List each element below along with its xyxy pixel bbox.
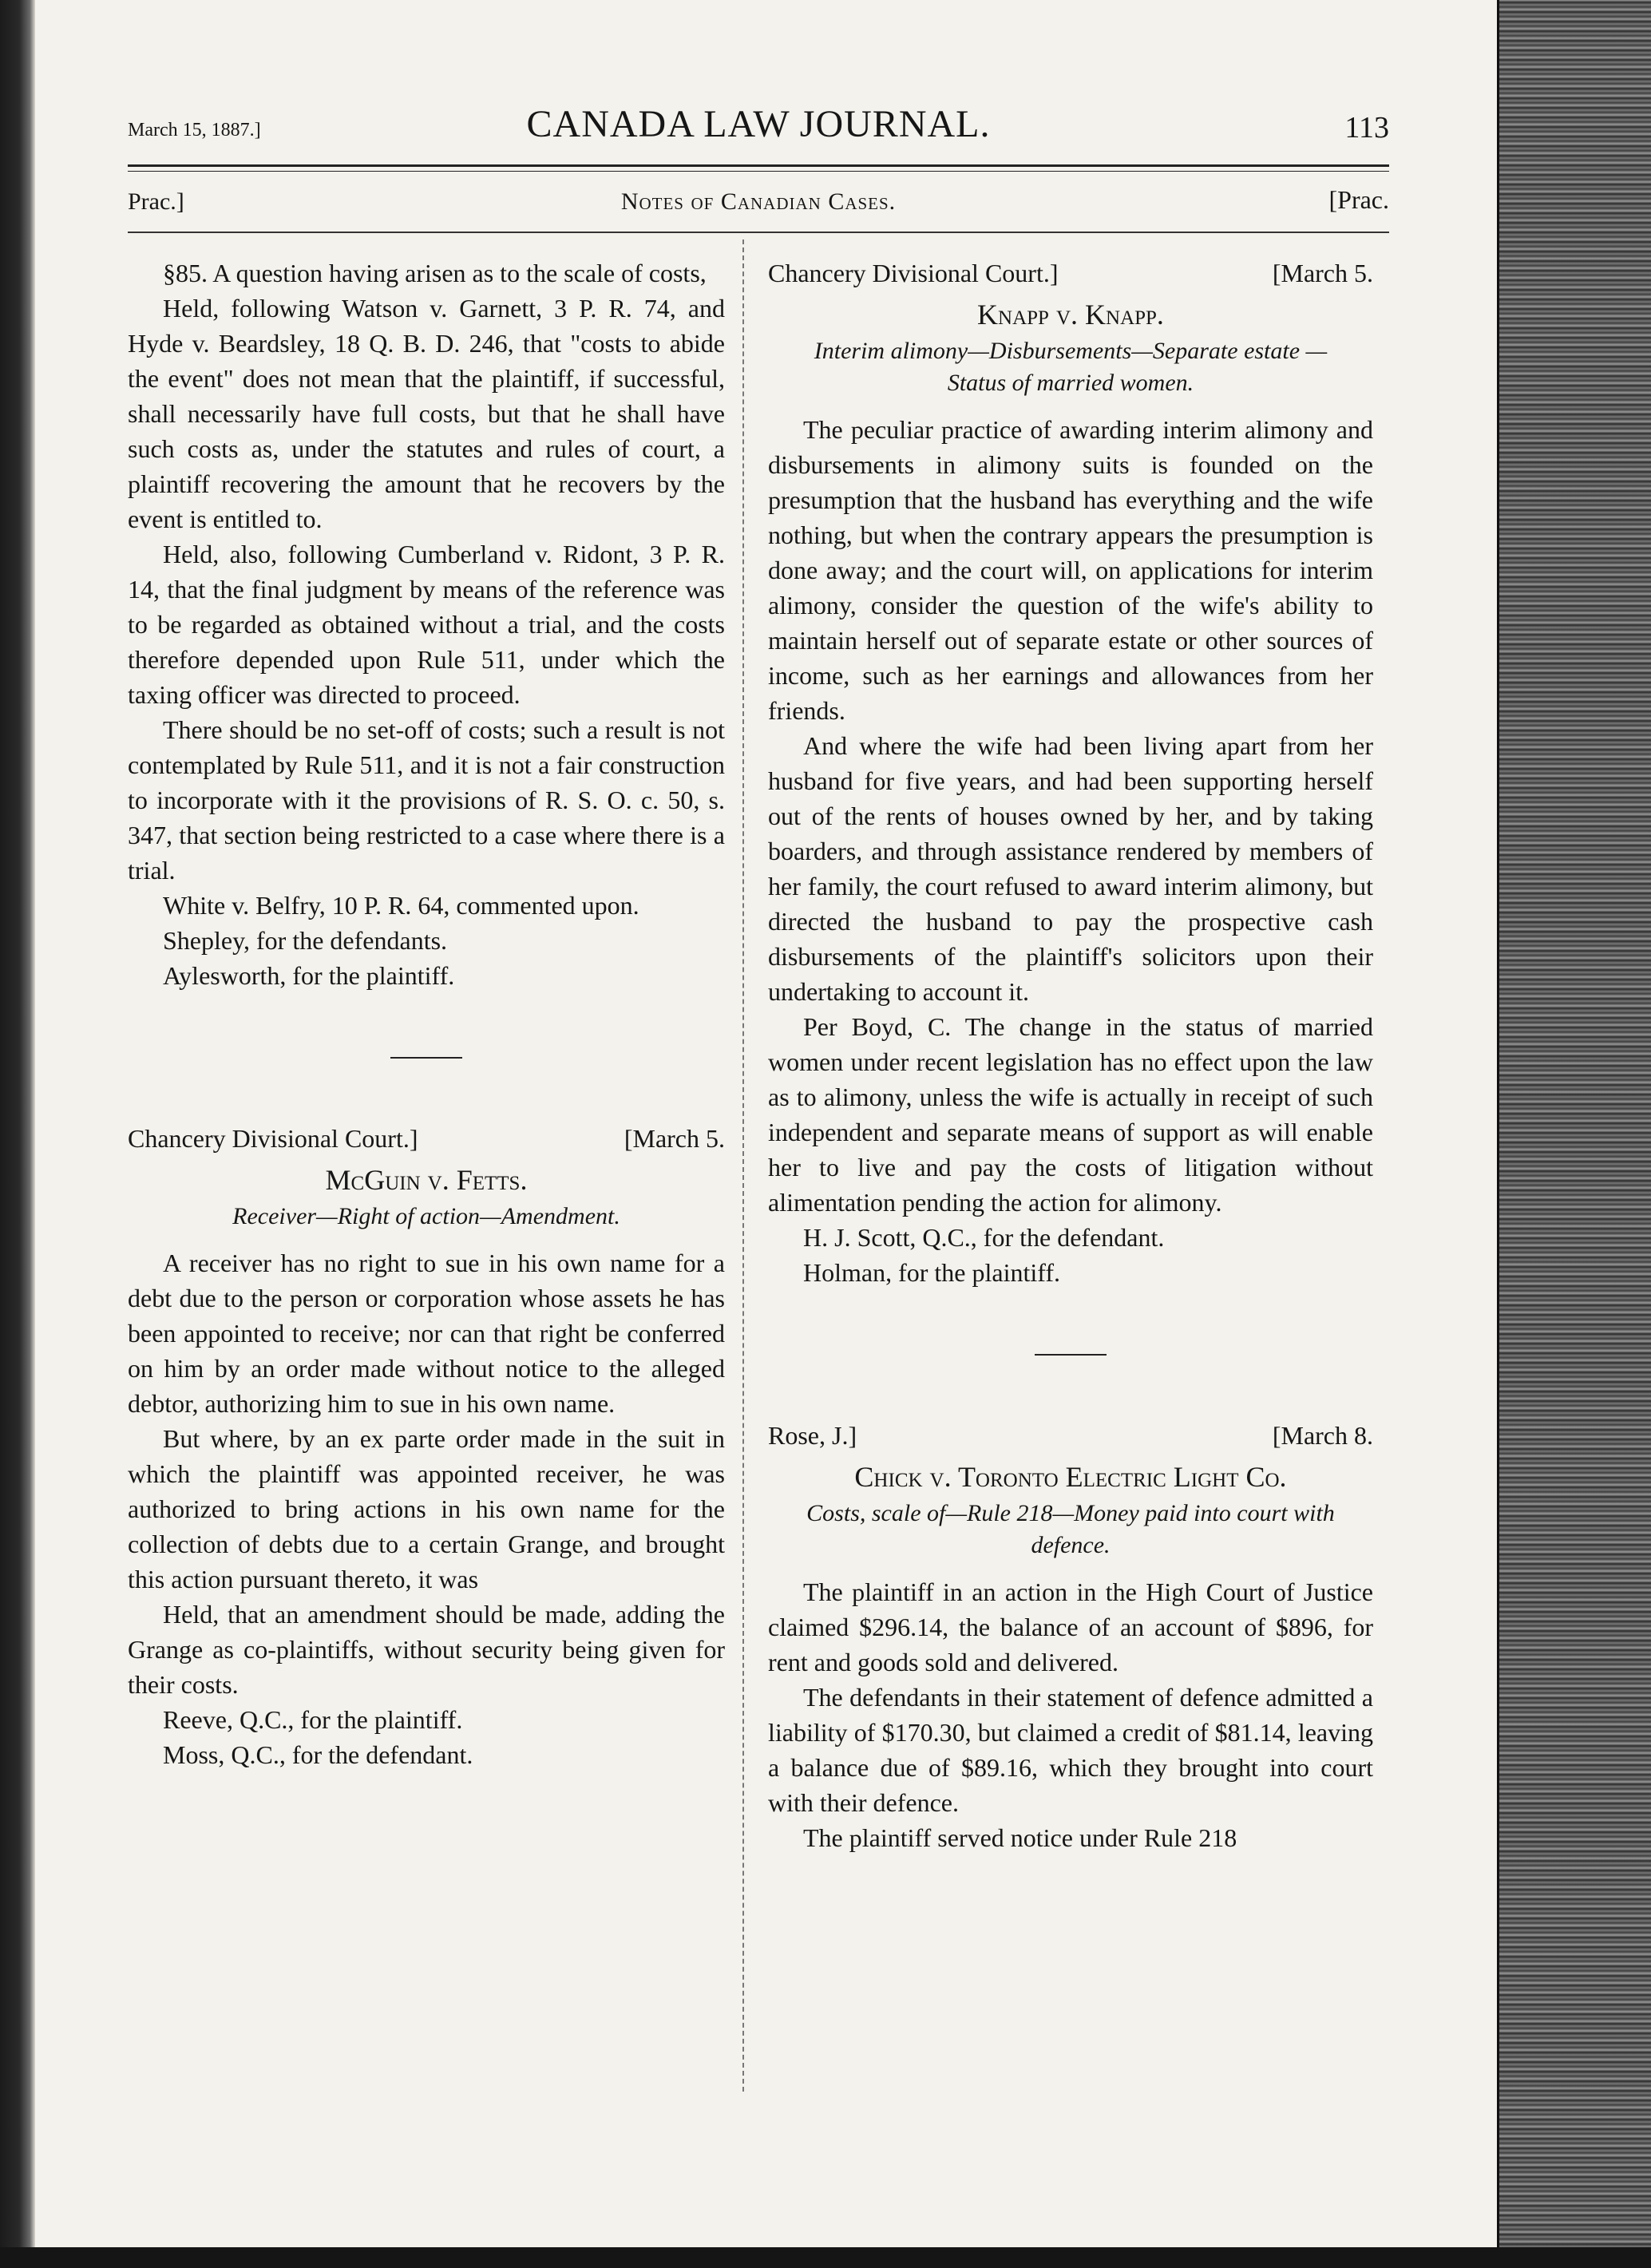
court-name: Chancery Divisional Court.] (128, 1124, 418, 1153)
catchwords: Receiver—Right of action—Amendment. (232, 1203, 620, 1229)
paragraph: Per Boyd, C. The change in the status of married women under recent legislation has no effect upon the law as to alimony, unless the wife is actually in receipt of such independent and separate means of support as will enable her to live and pay the costs of litigation without alimentation pending the action for alimony. (768, 1012, 1373, 1217)
case-mcguin-v-fetts (128, 1121, 725, 1772)
case-separator (1035, 1354, 1107, 1356)
court-name: Chancery Divisional Court.] (768, 259, 1059, 287)
paragraph: White v. Belfry, 10 P. R. 64, commented upon. (163, 891, 639, 920)
counsel-line: Reeve, Q.C., for the plaintiff. (163, 1705, 463, 1734)
catchwords: Costs, scale of—Rule 218—Money paid into court with defence. (806, 1500, 1335, 1558)
paragraph: The defendants in their statement of defence admitted a liability of $170.30, but claimed a credit of $81.14, leaving a balance due of $89.16, which they brought into court with their defence. (768, 1683, 1373, 1817)
case-title: McGuin v. Fetts. (325, 1164, 528, 1196)
counsel-line: Shepley, for the defendants. (163, 926, 448, 955)
paragraph: But where, by an ex parte order made in the suit in which the plaintiff was appointed receiver, he was authorized to bring actions in his own name for the collection of debts due to a certain Grange, and brought this action pursuant thereto, it was (128, 1424, 725, 1593)
running-head (128, 102, 1389, 150)
paragraph: The plaintiff in an action in the High Court of Justice claimed $296.14, the balance of an account of $896, for rent and goods sold and delivered. (768, 1577, 1373, 1676)
section-right: [Prac. (1328, 185, 1389, 214)
case-chick-v-toronto-electric (768, 1418, 1373, 1855)
paragraph: Held, that an amendment should be made, adding the Grange as co-plaintiffs, without security being given for their costs. (128, 1600, 725, 1699)
case-knapp-v-knapp (768, 255, 1373, 1290)
paragraph: The peculiar practice of awarding interim alimony and disbursements in alimony suits is founded on the presumption that the husband has everything and the wife nothing, but when the contrary appears the presumption is done away; and the court will, on applications for interim alimony, consider the question of the wife's ability to maintain herself out of separate estate or other sources of income, such as her earnings and allowances from her friends. (768, 415, 1373, 725)
court-name: Rose, J.] (768, 1421, 857, 1450)
journal-title: CANADA LAW JOURNAL. (526, 103, 991, 145)
case-watson-continued (128, 255, 725, 993)
paragraph: And where the wife had been living apart from her husband for five years, and had been supporting herself out of the rents of houses owned by her, and by taking boarders, and through assistance rendered by members of her family, the court refused to award interim alimony, but directed the husband to pay the prospective cash disbursements of the plaintiff's solicitors upon their undertaking to account it. (768, 731, 1373, 1006)
paragraph: A receiver has no right to sue in his own name for a debt due to the person or corporation whose assets he has been appointed to receive; nor can that right be conferred on him by an order made without notice to the alleged debtor, authorizing him to sue in his own name. (128, 1249, 725, 1418)
page-number: 113 (1344, 111, 1389, 144)
scan-left-edge (0, 0, 35, 2268)
paragraph: Held, following Watson v. Garnett, 3 P. R. 74, and Hyde v. Beardsley, 18 Q. B. D. 246, that "costs to abide the event" does not mean that the plaintiff, if successful, shall necessarily have full costs, but that he shall have such costs as, under the statutes and rules of court, a plaintiff recovering the amount that he recovers by the event is entitled to. (128, 294, 725, 533)
scan-right-edge (1497, 0, 1651, 2268)
decision-date: [March 5. (1272, 259, 1373, 287)
case-title: Chick v. Toronto Electric Light Co. (854, 1461, 1287, 1493)
header-rule (128, 164, 1389, 172)
issue-date: March 15, 1887.] (128, 120, 261, 141)
case-title: Knapp v. Knapp. (977, 299, 1164, 331)
catchwords: Interim alimony—Disbursements—Separate estate —Status of married women. (814, 338, 1328, 396)
court-line (128, 1121, 725, 1156)
section-title: Notes of Canadian Cases. (620, 188, 897, 215)
section-head (128, 185, 1389, 217)
column-divider (742, 239, 744, 2092)
court-line (768, 255, 1373, 291)
paragraph: Held, also, following Cumberland v. Ridont, 3 P. R. 14, that the final judgment by means of the reference was to be regarded as obtained without a trial, and the costs therefore depended upon Rule 511, under which the taxing officer was directed to proceed. (128, 540, 725, 709)
counsel-line: H. J. Scott, Q.C., for the defendant. (803, 1223, 1165, 1252)
section-rule (128, 232, 1389, 233)
scan-bottom-edge (0, 2247, 1651, 2268)
section-left: Prac.] (128, 188, 184, 215)
counsel-line: Holman, for the plaintiff. (803, 1258, 1060, 1287)
paragraph: §85. A question having arisen as to the scale of costs, (163, 259, 707, 287)
counsel-line: Aylesworth, for the plaintiff. (163, 961, 455, 990)
left-column (128, 255, 725, 1772)
counsel-line: Moss, Q.C., for the defendant. (163, 1740, 473, 1769)
paragraph: There should be no set-off of costs; such a result is not contemplated by Rule 511, and it is not a fair construction to incorporate with it the provisions of R. S. O. c. 50, s. 347, that section being restricted to a case where there is a trial. (128, 715, 725, 885)
decision-date: [March 8. (1272, 1421, 1373, 1450)
paragraph: The plaintiff served notice under Rule 218 (803, 1823, 1237, 1852)
court-line (768, 1418, 1373, 1453)
right-column (768, 255, 1373, 1855)
case-separator (390, 1057, 462, 1059)
decision-date: [March 5. (624, 1124, 725, 1153)
